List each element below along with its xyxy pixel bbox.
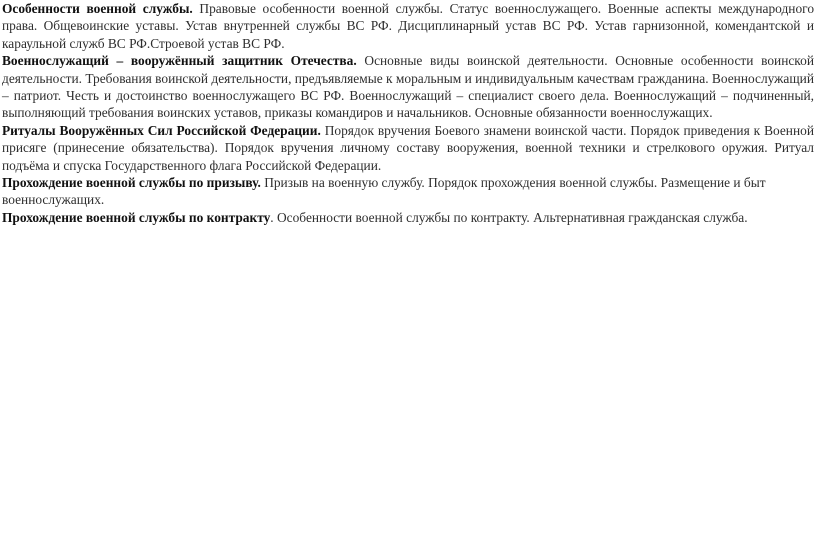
paragraph-text: . Особенности военной службы по контракту. Альтернативная гражданская служба. <box>270 209 748 225</box>
paragraph-conscription-service <box>2 174 814 209</box>
paragraph-heading: Военнослужащий – вооружённый защитник Отечества. <box>2 53 357 69</box>
paragraph-text: Порядок вручения Боевого знамени воинской части. Порядок приведения к Военной присяге (принесение обязательства). Порядок вручения личному составу вооружения, военной техники и стрелкового оружия. Ритуал подъёма и спуска Государственного флага Российской Федерации. <box>2 122 814 173</box>
paragraph-text: Правовые особенности военной службы. Статус военнослужащего. Военные аспекты международного права. Общевоинские уставы. Устав внутренней службы ВС РФ. Дисциплинарный устав ВС РФ. Устав гарнизонной, комендантской и караульной служб ВС РФ.Строевой устав ВС РФ. <box>2 1 815 51</box>
paragraph-contract-service <box>2 209 814 226</box>
document-body <box>2 0 814 226</box>
paragraph-heading: Ритуалы Вооружённых Сил Российской Федерации. <box>2 122 321 138</box>
paragraph-serviceman-defender <box>2 52 814 122</box>
paragraph-armed-forces-rituals <box>2 122 814 174</box>
paragraph-text: Призыв на военную службу. Порядок прохождения военной службы. Размещение и быт военнослужащих. <box>2 175 766 208</box>
paragraph-text: Основные виды воинской деятельности. Основные особенности воинской деятельности. Требования воинской деятельности, предъявляемые к моральным и индивидуальным качествам гражданина. Военнослужащий – патриот. Честь и достоинство военнослужащего ВС РФ. Военнослужащий – специалист своего дела. Военнослужащий – подчиненный, выполняющий требования воинских уставов, приказы командиров и начальников. Основные обязанности военнослужащих. <box>2 53 814 121</box>
paragraph-heading: Прохождение военной службы по контракту <box>2 209 271 225</box>
paragraph-heading: Прохождение военной службы по призыву. <box>2 175 261 191</box>
paragraph-military-service-features <box>2 0 814 52</box>
paragraph-heading: Особенности военной службы. <box>2 1 193 16</box>
